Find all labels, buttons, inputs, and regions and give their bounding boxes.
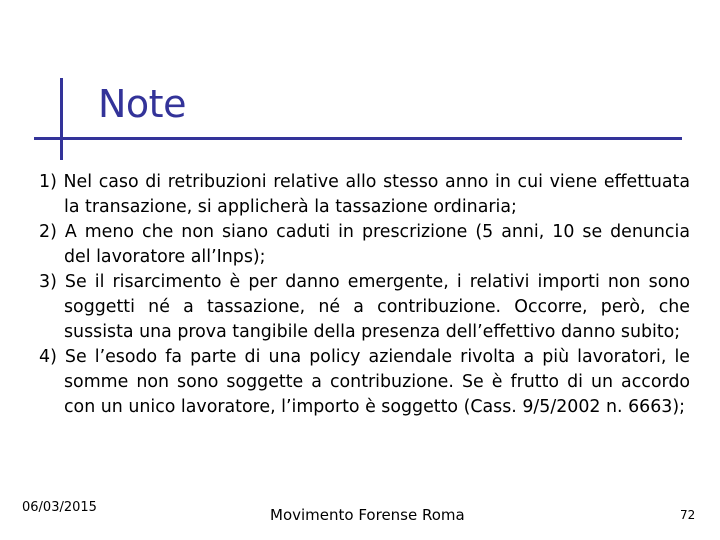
footer-date: 06/03/2015 xyxy=(22,500,97,515)
note-item-2: 2) A meno che non siano caduti in prescrizione (5 anni, 10 se denuncia del lavoratore all’Inps); xyxy=(39,222,690,267)
note-item-3: 3) Se il risarcimento è per danno emergente, i relativi importi non sono soggetti né a tassazione, né a contribuzione. Occorre, però, che sussista una prova tangibile della presenza dell’effettivo danno subito; xyxy=(39,272,690,342)
title-vertical-rule xyxy=(60,78,63,160)
title-horizontal-rule xyxy=(34,137,682,140)
notes-list xyxy=(34,170,690,420)
note-item-4: 4) Se l’esodo fa parte di una policy aziendale rivolta a più lavoratori, le somme non sono soggette a contribuzione. Se è frutto di un accordo con un unico lavoratore, l’importo è soggetto (Cass. 9/5/2002 n. 6663); xyxy=(39,347,690,417)
footer-organization: Movimento Forense Roma xyxy=(270,506,465,524)
page-number: 72 xyxy=(680,508,696,522)
note-item-1: 1) Nel caso di retribuzioni relative allo stesso anno in cui viene effettuata la transazione, si applicherà la tassazione ordinaria; xyxy=(39,172,690,217)
slide-title: Note xyxy=(98,82,186,126)
